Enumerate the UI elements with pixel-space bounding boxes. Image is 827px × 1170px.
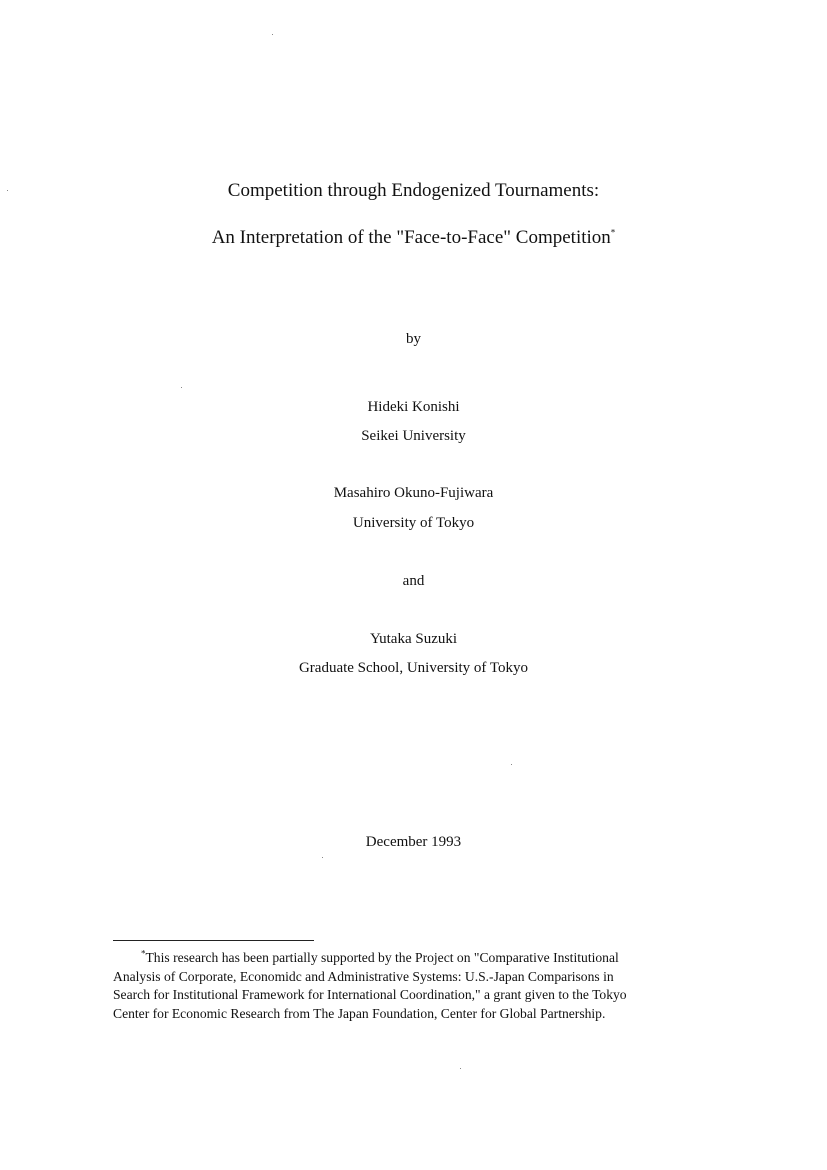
scan-speck <box>511 764 512 765</box>
title-line-1: Competition through Endogenized Tournaments: <box>227 180 600 201</box>
scan-speck <box>181 387 182 388</box>
and-label: and <box>402 573 425 589</box>
footnote-line-2: Analysis of Corporate, Economidc and Administrative Systems: U.S.-Japan Comparisons in <box>113 968 614 984</box>
date: December 1993 <box>365 834 462 850</box>
footnote-line-3: Search for Institutional Framework for International Coordination," a grant given to the Tokyo <box>113 987 627 1002</box>
scan-speck <box>322 857 323 858</box>
by-label: by <box>406 331 421 347</box>
title-line-2-text: An Interpretation of the "Face-to-Face" Competition <box>211 227 611 248</box>
author-name-2: Masahiro Okuno-Fujiwara <box>333 485 494 501</box>
footnote-line-1-text: This research has been partially supported by the Project on "Comparative Institutional <box>145 950 619 965</box>
footnote <box>113 949 735 1023</box>
author-affiliation-3: Graduate School, University of Tokyo <box>298 660 529 676</box>
footnote-line-4: Center for Economic Research from The Japan Foundation, Center for Global Partnership. <box>113 1005 606 1021</box>
scan-speck <box>272 34 273 35</box>
author-affiliation-1: Seikei University <box>361 428 466 444</box>
title-line-2 <box>0 227 827 249</box>
footnote-rule <box>113 940 314 941</box>
footnote-marker: * <box>141 948 146 959</box>
title-footnote-marker: * <box>610 227 616 238</box>
footnote-line-1 <box>113 949 735 968</box>
author-affiliation-2: University of Tokyo <box>352 515 475 531</box>
author-name-1: Hideki Konishi <box>367 399 460 415</box>
scan-speck <box>460 1068 461 1069</box>
author-name-3: Yutaka Suzuki <box>369 631 458 647</box>
scan-speck <box>7 190 8 191</box>
